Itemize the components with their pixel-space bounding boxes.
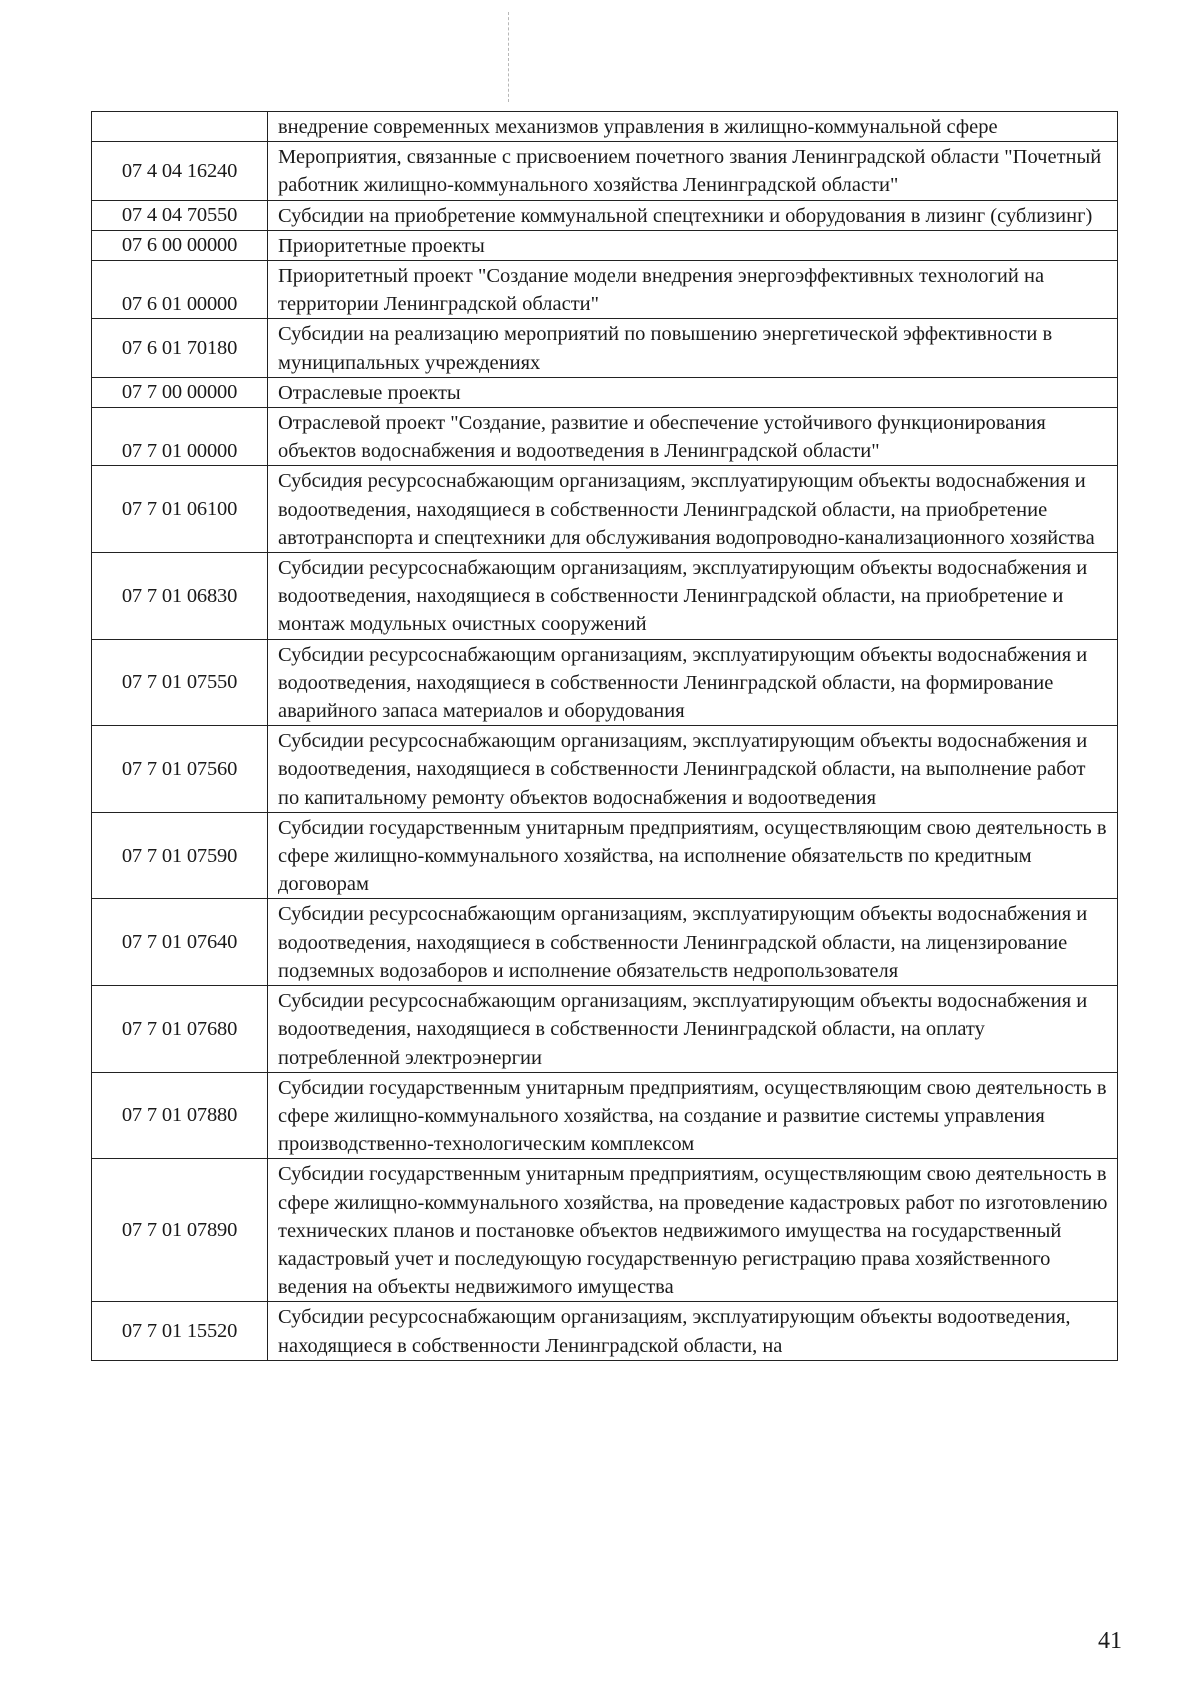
table-row — [92, 553, 1118, 640]
table-row — [92, 319, 1118, 377]
row-description: Субсидии ресурсоснабжающим организациям, эксплуатирующим объекты водоотведения, находящиеся в собственности Ленинградской области, на — [268, 1302, 1118, 1360]
row-description: внедрение современных механизмов управления в жилищно-коммунальной сфере — [268, 112, 1118, 142]
table-row — [92, 1072, 1118, 1159]
row-description: Субсидия ресурсоснабжающим организациям, эксплуатирующим объекты водоснабжения и водоотведения, находящиеся в собственности Ленинградской области, на приобретение автотранспорта и спецтехники для обслуживания водопроводно-канализационного хозяйства — [268, 466, 1118, 553]
row-code: 07 4 04 70550 — [92, 200, 268, 230]
row-description: Отраслевой проект "Создание, развитие и обеспечение устойчивого функционирования объектов водоснабжения и водоотведения в Ленинградской области" — [268, 408, 1118, 466]
table-row — [92, 466, 1118, 553]
row-description: Субсидии ресурсоснабжающим организациям, эксплуатирующим объекты водоснабжения и водоотведения, находящиеся в собственности Ленинградской области, на формирование аварийного запаса материалов и оборудования — [268, 639, 1118, 726]
row-code: 07 6 01 70180 — [92, 319, 268, 377]
row-code: 07 7 01 07560 — [92, 726, 268, 813]
row-description: Субсидии ресурсоснабжающим организациям, эксплуатирующим объекты водоснабжения и водоотведения, находящиеся в собственности Ленинградской области, на выполнение работ по капитальному ремонту объектов водоснабжения и водоотведения — [268, 726, 1118, 813]
page-number: 41 — [1098, 1628, 1122, 1654]
row-description: Субсидии государственным унитарным предприятиям, осуществляющим свою деятельность в сфере жилищно-коммунального хозяйства, на создание и развитие системы управления производственно-технологическим комплексом — [268, 1072, 1118, 1159]
row-description: Субсидии государственным унитарным предприятиям, осуществляющим свою деятельность в сфере жилищно-коммунального хозяйства, на проведение кадастровых работ по изготовлению технических планов и постановке объектов недвижимого имущества на государственный кадастровый учет и последующую государственную регистрацию права хозяйственного ведения на объекты недвижимого имущества — [268, 1159, 1118, 1302]
row-code: 07 7 01 06830 — [92, 553, 268, 640]
row-code: 07 7 01 07890 — [92, 1159, 268, 1302]
table-row — [92, 812, 1118, 899]
table-row — [92, 408, 1118, 466]
row-description: Мероприятия, связанные с присвоением почетного звания Ленинградской области "Почетный работник жилищно-коммунального хозяйства Ленинградской области" — [268, 142, 1118, 200]
row-code: 07 7 00 00000 — [92, 377, 268, 407]
row-description: Субсидии на реализацию мероприятий по повышению энергетической эффективности в муниципальных учреждениях — [268, 319, 1118, 377]
table-row — [92, 1159, 1118, 1302]
table-row — [92, 261, 1118, 319]
table-row — [92, 377, 1118, 407]
row-code: 07 7 01 15520 — [92, 1302, 268, 1360]
row-code: 07 7 01 07590 — [92, 812, 268, 899]
table-row — [92, 142, 1118, 200]
row-description: Субсидии на приобретение коммунальной спецтехники и оборудования в лизинг (сублизинг) — [268, 200, 1118, 230]
row-code: 07 7 01 06100 — [92, 466, 268, 553]
table-row — [92, 639, 1118, 726]
row-code — [92, 112, 268, 142]
table-row — [92, 899, 1118, 986]
row-description: Отраслевые проекты — [268, 377, 1118, 407]
table-row — [92, 1302, 1118, 1360]
row-description: Приоритетный проект "Создание модели внедрения энергоэффективных технологий на территории Ленинградской области" — [268, 261, 1118, 319]
row-code: 07 4 04 16240 — [92, 142, 268, 200]
row-description: Приоритетные проекты — [268, 230, 1118, 260]
row-code: 07 7 01 07880 — [92, 1072, 268, 1159]
scan-fold-mark — [508, 12, 511, 102]
row-code: 07 7 01 07640 — [92, 899, 268, 986]
table-row — [92, 726, 1118, 813]
table-row — [92, 230, 1118, 260]
row-code: 07 7 01 07550 — [92, 639, 268, 726]
row-code: 07 7 01 07680 — [92, 986, 268, 1073]
row-code: 07 7 01 00000 — [92, 408, 268, 466]
table-row — [92, 112, 1118, 142]
row-code: 07 6 00 00000 — [92, 230, 268, 260]
table-row — [92, 986, 1118, 1073]
row-description: Субсидии ресурсоснабжающим организациям, эксплуатирующим объекты водоснабжения и водоотведения, находящиеся в собственности Ленинградской области, на лицензирование подземных водозаборов и исполнение обязательств недропользователя — [268, 899, 1118, 986]
budget-classification-table — [91, 111, 1118, 1361]
row-code: 07 6 01 00000 — [92, 261, 268, 319]
row-description: Субсидии государственным унитарным предприятиям, осуществляющим свою деятельность в сфере жилищно-коммунального хозяйства, на исполнение обязательств по кредитным договорам — [268, 812, 1118, 899]
row-description: Субсидии ресурсоснабжающим организациям, эксплуатирующим объекты водоснабжения и водоотведения, находящиеся в собственности Ленинградской области, на оплату потребленной электроэнергии — [268, 986, 1118, 1073]
table-row — [92, 200, 1118, 230]
row-description: Субсидии ресурсоснабжающим организациям, эксплуатирующим объекты водоснабжения и водоотведения, находящиеся в собственности Ленинградской области, на приобретение и монтаж модульных очистных сооружений — [268, 553, 1118, 640]
